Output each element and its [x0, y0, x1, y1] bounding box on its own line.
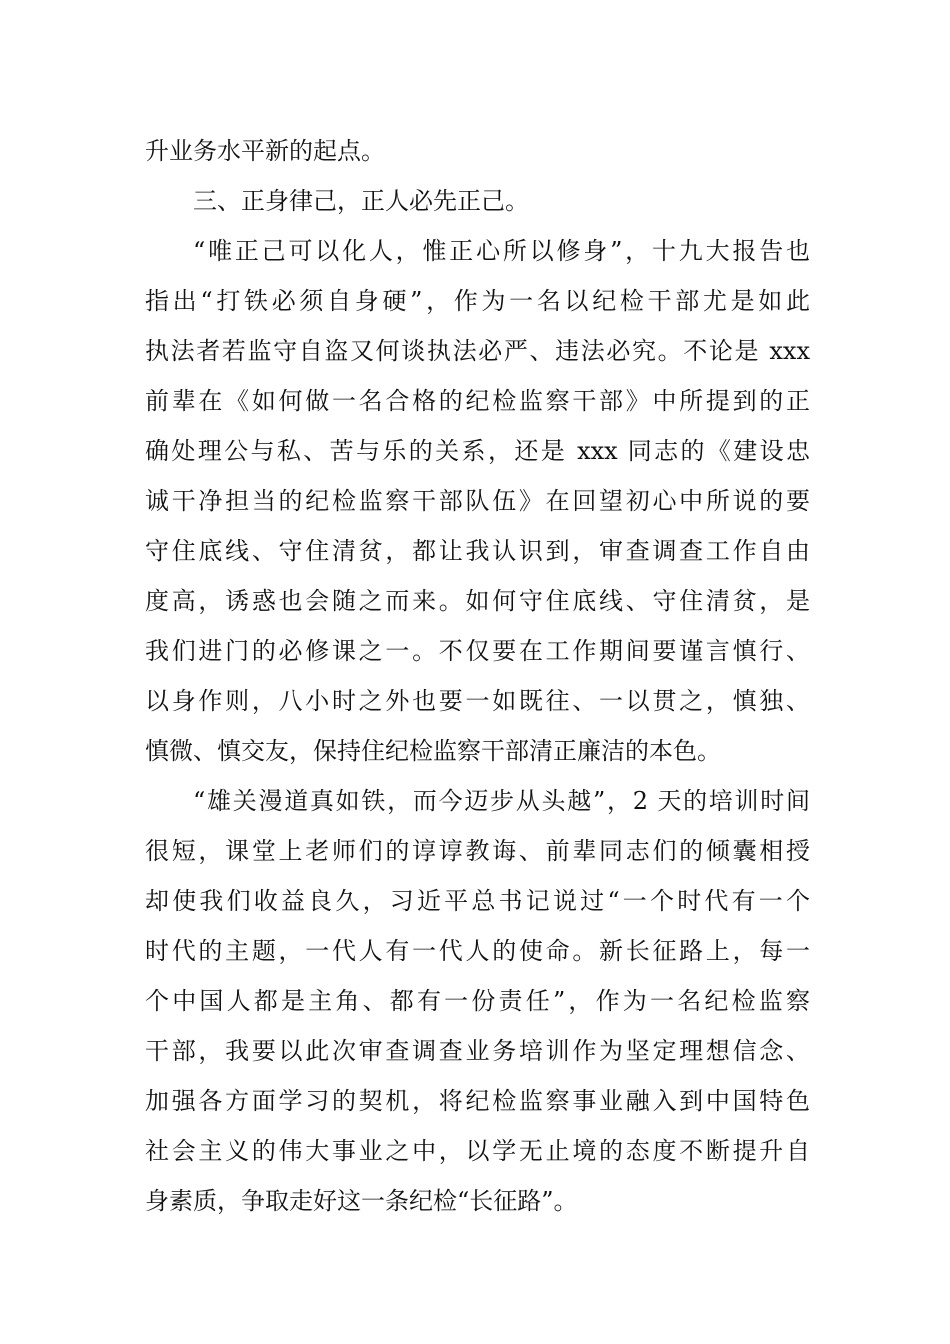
paragraph-line: 干部，我要以此次审查调查业务培训作为坚定理想信念、 [145, 1037, 810, 1065]
paragraph-line: “雄关漫道真如铁，而今迈步从头越”，2 天的培训时间 [193, 787, 810, 815]
document-body [145, 126, 810, 1226]
paragraph-line: 执法者若监守自盗又何谈执法必严、违法必究。不论是 xxx [145, 337, 810, 365]
paragraph-line: 确处理公与私、苦与乐的关系，还是 xxx 同志的《建设忠 [145, 437, 810, 465]
paragraph-line: “唯正己可以化人，惟正心所以修身”，十九大报告也 [193, 237, 810, 265]
paragraph-line: 却使我们收益良久，习近平总书记说过“一个时代有一个 [145, 887, 810, 915]
paragraph-line: 指出“打铁必须自身硬”，作为一名以纪检干部尤是如此 [145, 287, 810, 315]
paragraph-line: 身素质，争取走好这一条纪检“长征路”。 [145, 1187, 578, 1215]
paragraph-line: 时代的主题，一代人有一代人的使命。新长征路上，每一 [145, 937, 810, 965]
section-heading: 三、正身律己，正人必先正己。 [193, 187, 529, 215]
paragraph-line: 很短，课堂上老师们的谆谆教诲、前辈同志们的倾囊相授 [145, 837, 810, 865]
paragraph-line: 社会主义的伟大事业之中，以学无止境的态度不断提升自 [145, 1137, 810, 1165]
paragraph-line: 以身作则，八小时之外也要一如既往、一以贯之，慎独、 [145, 687, 810, 715]
paragraph-line: 度高，诱惑也会随之而来。如何守住底线、守住清贫，是 [145, 587, 810, 615]
paragraph-line: 慎微、慎交友，保持住纪检监察干部清正廉洁的本色。 [145, 737, 721, 765]
paragraph-line: 加强各方面学习的契机，将纪检监察事业融入到中国特色 [145, 1087, 810, 1115]
paragraph-line: 升业务水平新的起点。 [145, 137, 385, 165]
paragraph-line: 个中国人都是主角、都有一份责任”，作为一名纪检监察 [145, 987, 810, 1015]
paragraph-line: 守住底线、守住清贫，都让我认识到，审查调查工作自由 [145, 537, 810, 565]
paragraph-line: 诚干净担当的纪检监察干部队伍》在回望初心中所说的要 [145, 487, 810, 515]
paragraph-line: 我们进门的必修课之一。不仅要在工作期间要谨言慎行、 [145, 637, 810, 665]
paragraph-line: 前辈在《如何做一名合格的纪检监察干部》中所提到的正 [145, 387, 810, 415]
